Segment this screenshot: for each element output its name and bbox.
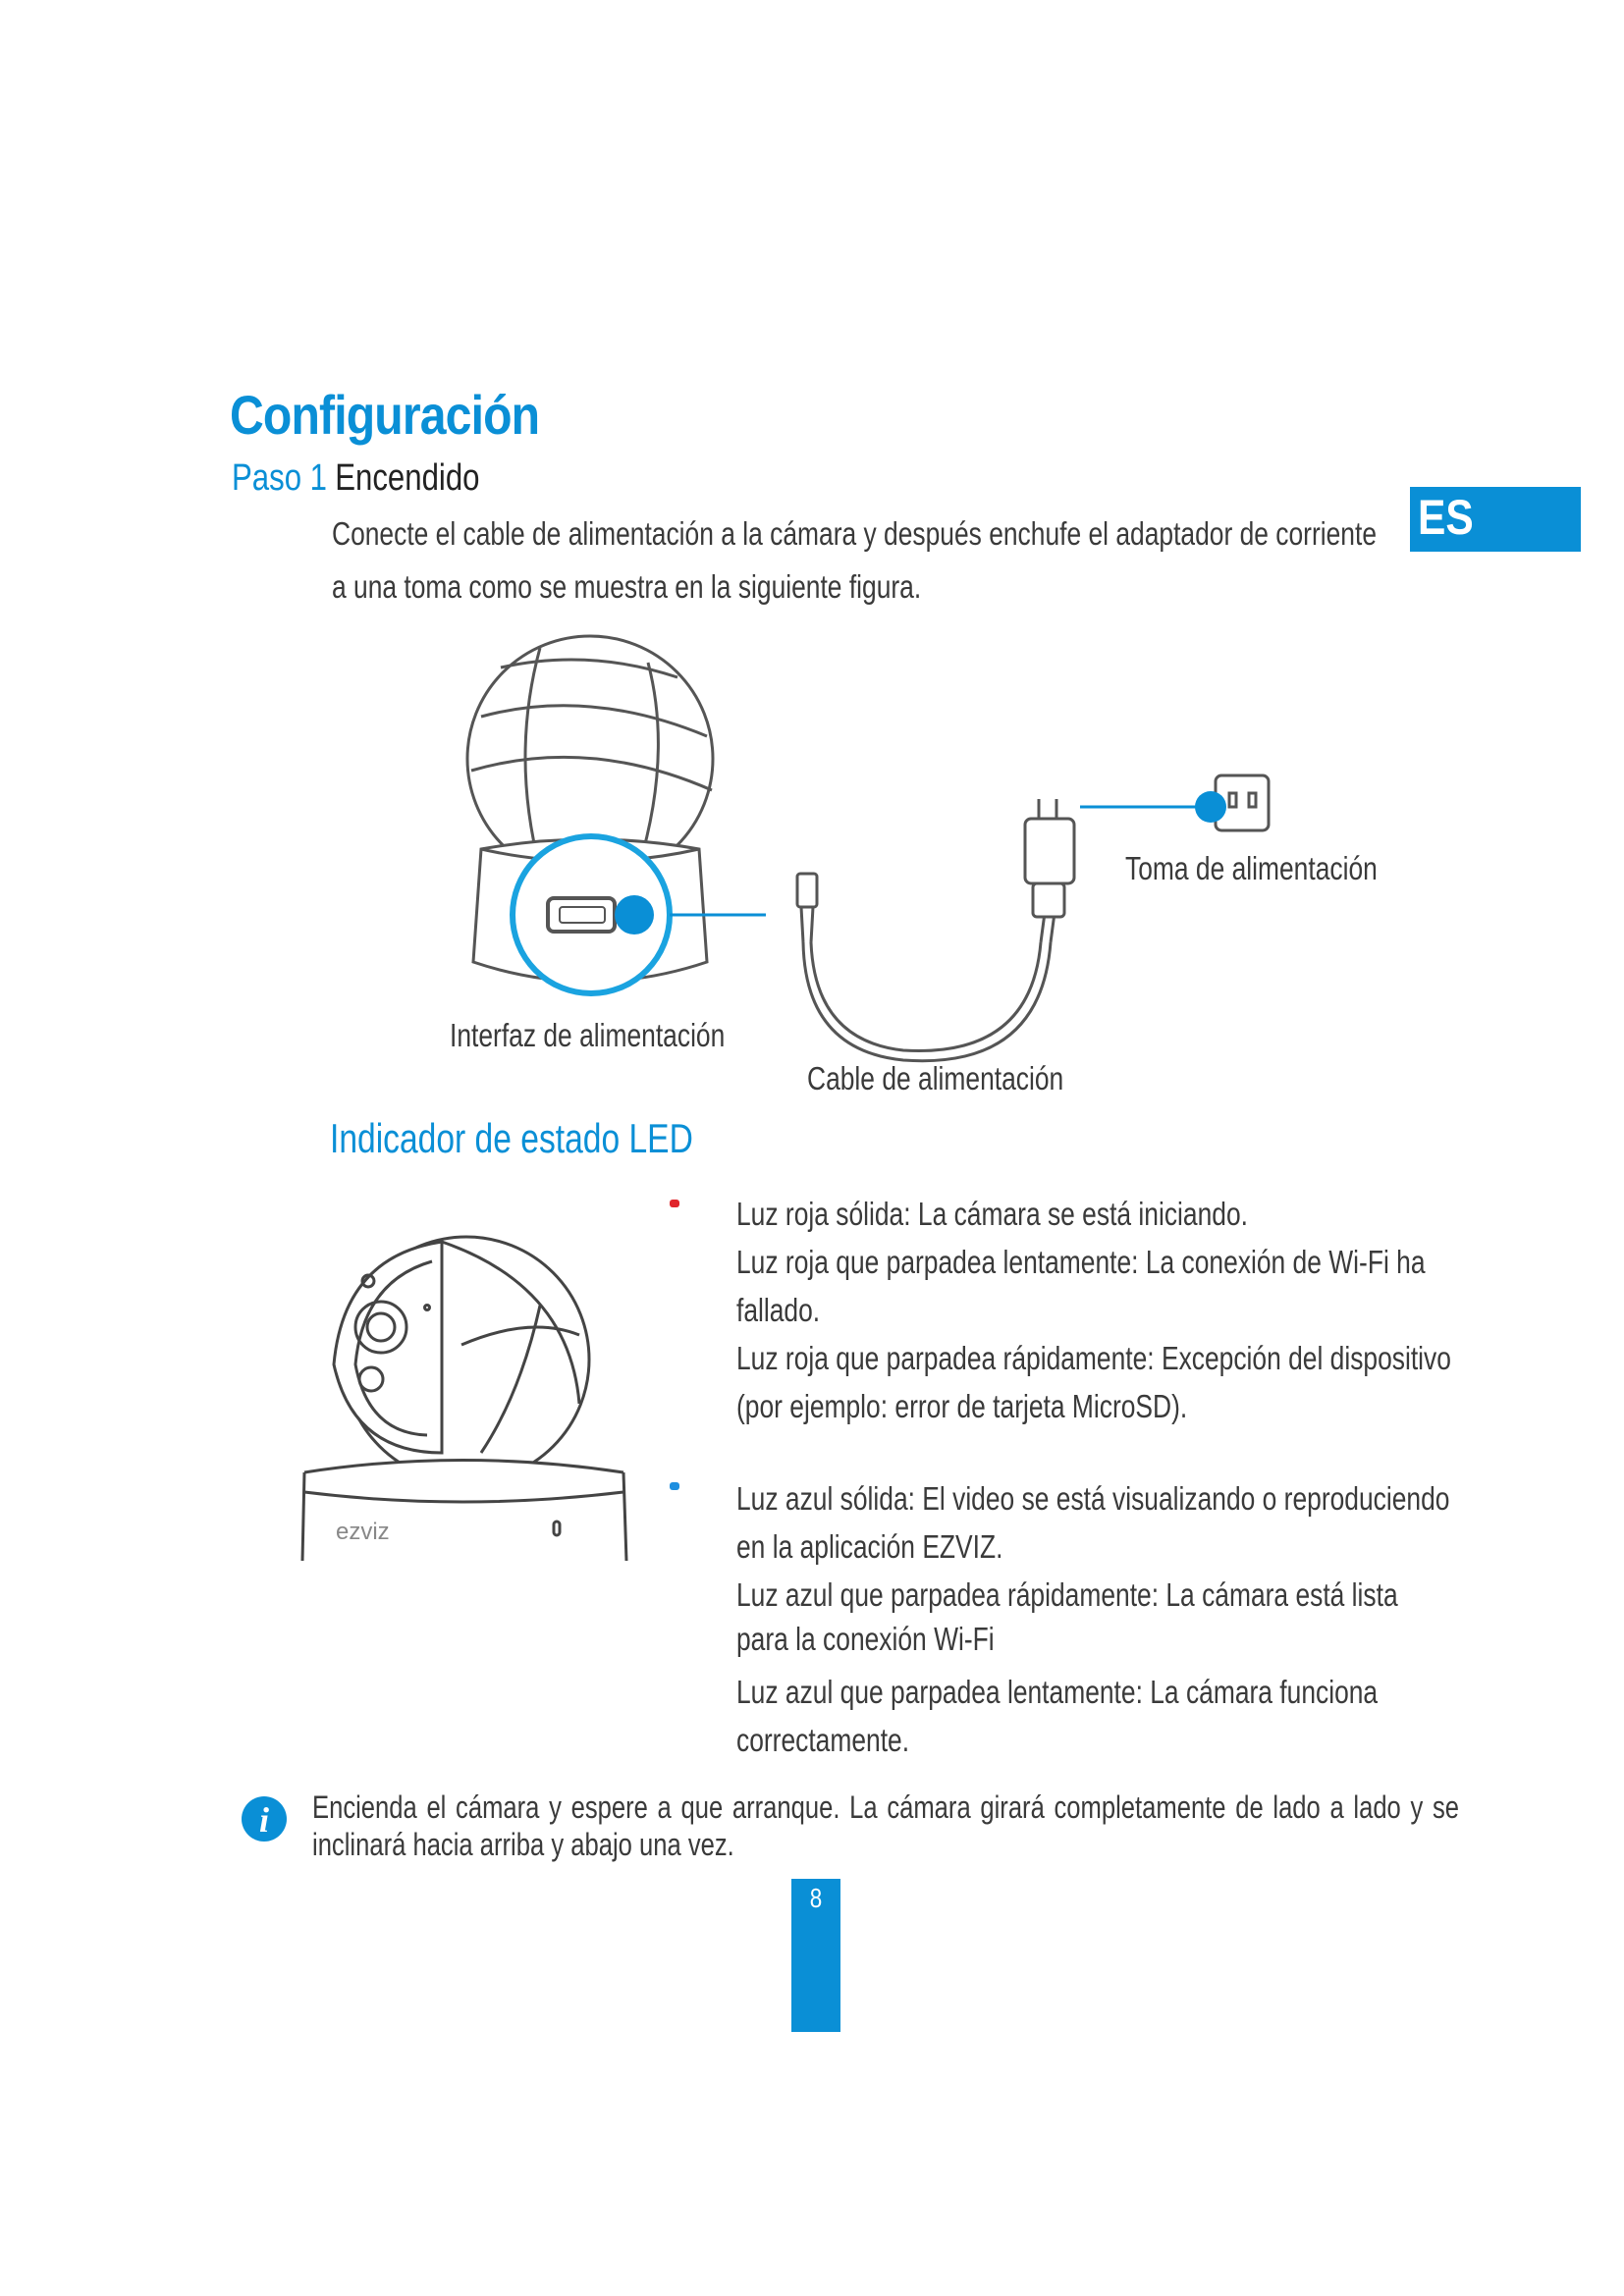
red-led-line-4: Luz roja que parpadea rápidamente: Excepción del dispositivo <box>736 1340 1451 1376</box>
blue-led-bullet <box>670 1482 679 1490</box>
blue-led-line-1: Luz azul sólida: El video se está visualizando o reproduciendo <box>736 1480 1450 1517</box>
red-led-line-3: fallado. <box>736 1292 821 1328</box>
note-text <box>312 1789 1459 1863</box>
blue-led-line-3: Luz azul que parpadea rápidamente: La cámara está lista <box>736 1576 1398 1613</box>
red-led-bullet <box>670 1200 679 1207</box>
power-interface-marker <box>615 895 654 934</box>
page-number: 8 <box>809 1883 823 1913</box>
language-tab-label: ES <box>1418 490 1474 545</box>
info-icon: i <box>242 1796 287 1842</box>
red-led-line-1: Luz roja sólida: La cámara se está iniciando. <box>736 1196 1248 1232</box>
power-outlet-marker <box>1195 791 1226 823</box>
power-cable-illustration <box>797 799 1074 1061</box>
blue-led-line-4: para la conexión Wi-Fi <box>736 1621 995 1657</box>
intro-line-2: a una toma como se muestra en la siguiente figura. <box>332 568 922 605</box>
page-title: Configuración <box>230 384 540 446</box>
step-name: Encendido <box>335 457 480 499</box>
step-number: Paso 1 <box>232 457 328 499</box>
language-tab <box>1410 487 1581 552</box>
blue-led-line-2: en la aplicación EZVIZ. <box>736 1528 1003 1565</box>
red-led-line-5: (por ejemplo: error de tarjeta MicroSD). <box>736 1388 1188 1424</box>
intro-line-1: Conecte el cable de alimentación a la cámara y después enchufe el adaptador de corriente <box>332 515 1378 552</box>
note-line-1: Encienda el cámara y espere a que arranque. La cámara girará completamente de lado a lado y se <box>312 1789 1459 1825</box>
camera-brand-logo: ezviz <box>336 1519 390 1545</box>
camera-front-figure <box>285 1227 638 1561</box>
red-led-line-2: Luz roja que parpadea lentamente: La conexión de Wi-Fi ha <box>736 1244 1426 1280</box>
note-line-2: inclinará hacia arriba y abajo una vez. <box>312 1827 734 1862</box>
power-cable-label: Cable de alimentación <box>807 1060 1064 1096</box>
power-outlet-label: Toma de alimentación <box>1125 850 1378 886</box>
step-heading <box>232 457 479 500</box>
blue-led-line-5: Luz azul que parpadea lentamente: La cámara funciona <box>736 1674 1379 1710</box>
led-heading: Indicador de estado LED <box>330 1115 693 1161</box>
blue-led-line-6: correctamente. <box>736 1722 910 1758</box>
power-interface-label: Interfaz de alimentación <box>450 1017 726 1053</box>
page-number-tab <box>791 1879 840 2032</box>
